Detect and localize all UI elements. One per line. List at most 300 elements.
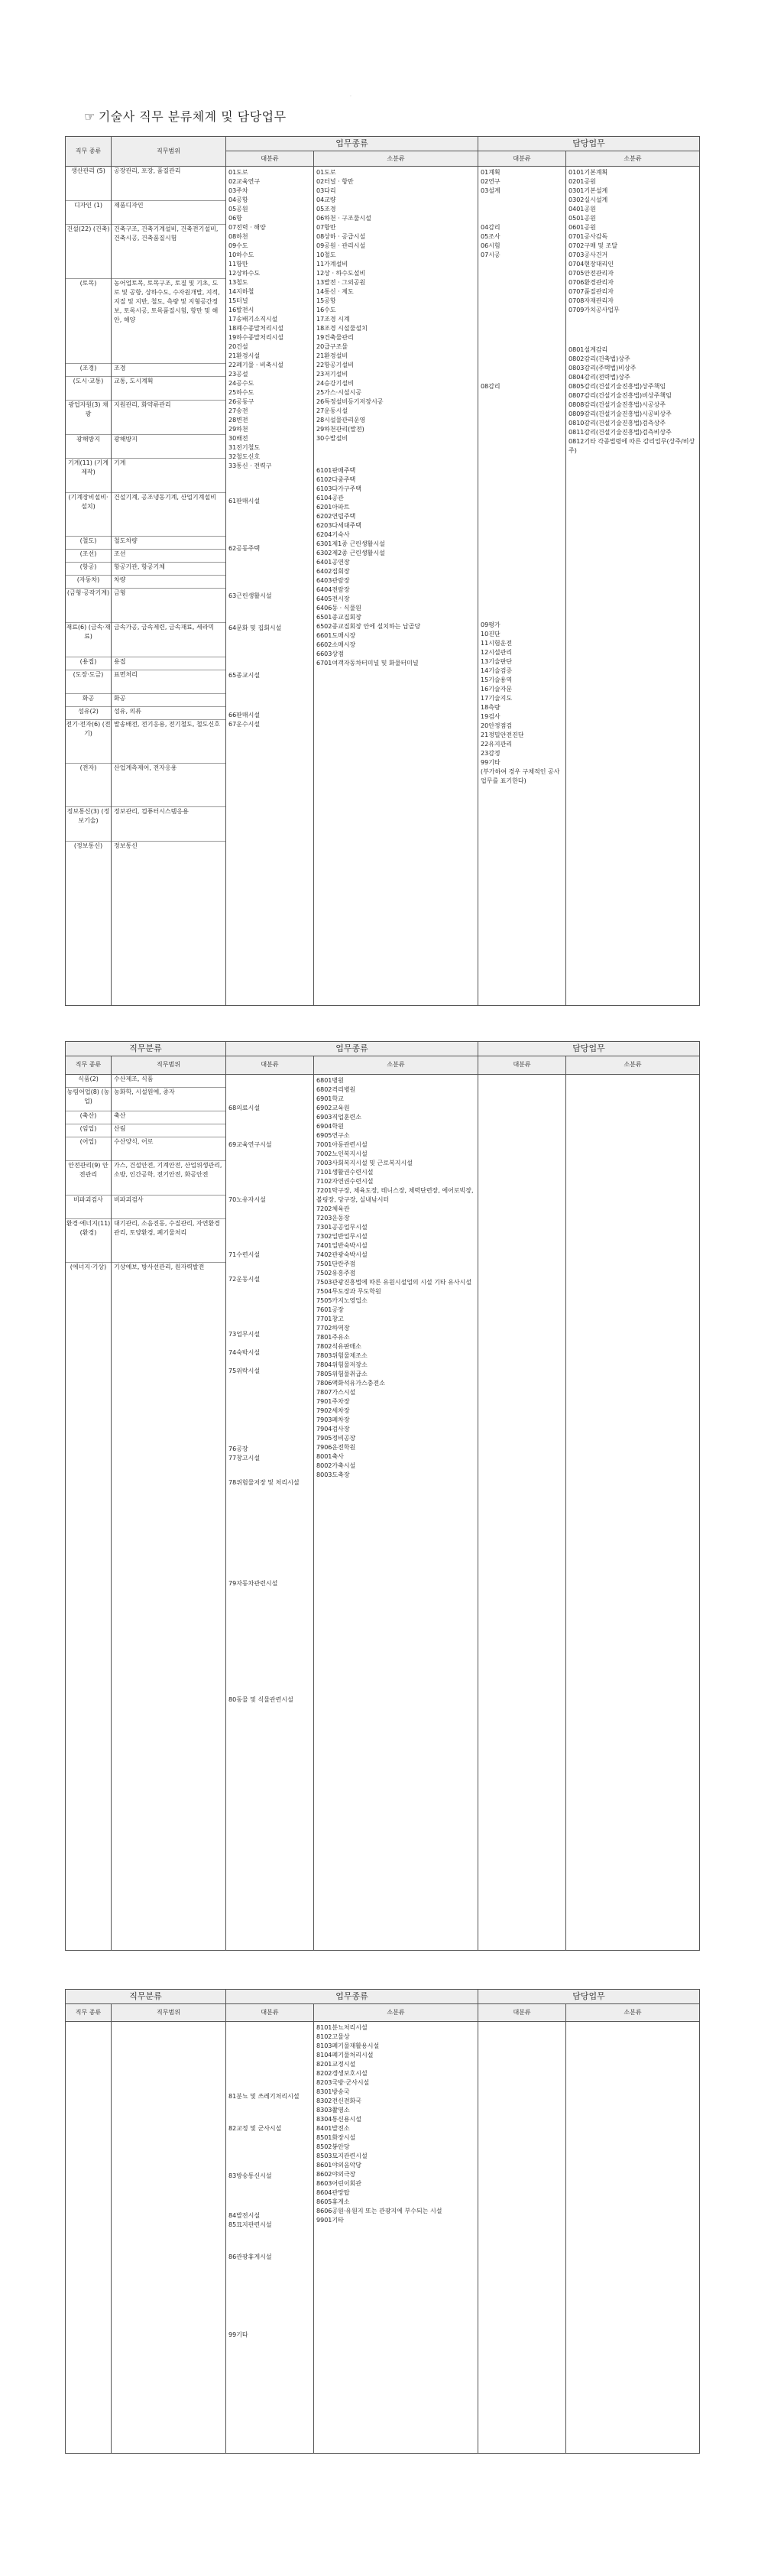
work-minor-item: 01도로 xyxy=(316,169,336,177)
duty-major-note: (부가하여 경우 구체적인 공사업무를 표기한다) xyxy=(481,768,560,785)
work-major-item: 31전기철도 xyxy=(228,444,261,452)
duty-minor-item: 0401공원 xyxy=(568,206,596,213)
work-minor-item: 6202연립주택 xyxy=(316,513,356,521)
duty-major-list xyxy=(478,167,566,1006)
work-major-item: 09수도 xyxy=(228,242,248,250)
work-minor-item: 8604관망탑 xyxy=(316,2188,350,2196)
work-minor-item: 8401발전소 xyxy=(316,2124,350,2132)
work-major-item: 20건설 xyxy=(228,343,248,351)
work-minor-item: 7502유흥주점 xyxy=(316,1269,356,1277)
header-work-minor: 소분류 xyxy=(314,2004,478,2022)
work-minor-item: 6401공연장 xyxy=(316,559,350,566)
field-scope: 기상예보, 방사선관리, 원자력발전 xyxy=(114,1263,205,1270)
header-job-field: 직무 종류 xyxy=(66,137,112,167)
work-minor-item: 8503묘지관련시설 xyxy=(316,2152,368,2159)
work-minor-item: 6102다중주택 xyxy=(316,476,356,484)
work-major-item: 85묘지관련시설 xyxy=(228,2221,272,2228)
work-minor-item: 8301방송국 xyxy=(316,2088,350,2095)
work-minor-item: 6602소매시장 xyxy=(316,641,356,649)
work-minor-item: 7906운전학원 xyxy=(316,1443,356,1451)
duty-major-item: 09평가 xyxy=(481,621,500,629)
work-minor-item: 8303촬영소 xyxy=(316,2106,350,2114)
field-scope-cell xyxy=(112,2021,226,2453)
field-name: 농림어업(8) (농업) xyxy=(66,1088,111,1111)
field-name: 기계(11) (기계제작) xyxy=(66,459,111,493)
work-minor-item: 8304통신용시설 xyxy=(316,2115,362,2123)
header-duty-minor: 소분류 xyxy=(566,151,700,167)
work-major-item: 77창고시설 xyxy=(228,1454,261,1462)
work-major-item: 13철도 xyxy=(228,279,248,287)
work-minor-item: 8102고물상 xyxy=(316,2033,350,2040)
header-job-scope: 직무범위 xyxy=(112,137,226,167)
field-scope: 금속가공, 금속제련, 금속재료, 세라믹 xyxy=(112,623,225,657)
work-minor-item: 8501화장시설 xyxy=(316,2133,356,2141)
work-minor-item: 7401일반숙박시설 xyxy=(316,1241,368,1249)
duty-minor-item: 0601공원 xyxy=(568,224,596,232)
field-name: 안전관리(9) 안전관리 xyxy=(66,1161,111,1196)
work-minor-item: 11가계설비 xyxy=(316,261,348,268)
field-scope: 조경 xyxy=(112,364,225,377)
duty-major-item: 22유지관리 xyxy=(481,741,513,748)
work-minor-item: 10철도 xyxy=(316,251,336,259)
work-minor-item: 7701창고 xyxy=(316,1315,344,1322)
duty-major-item: 01계획 xyxy=(481,169,500,177)
work-minor-item: 7702하역장 xyxy=(316,1324,350,1332)
work-minor-item: 09공원 · 관리시설 xyxy=(316,242,366,250)
duty-minor-item: 0808감리(건설기술진흥법)시공상주 xyxy=(568,401,666,409)
work-minor-item: 8302전신전화국 xyxy=(316,2097,362,2104)
work-major-item: 06항 xyxy=(228,215,242,222)
work-minor-item: 6302제2종 근린생활시설 xyxy=(316,550,385,557)
work-minor-item: 8203국방·군사시설 xyxy=(316,2078,370,2086)
header-work-major: 대분류 xyxy=(226,151,314,167)
field-scope: 금형 xyxy=(112,589,225,623)
duty-minor-list xyxy=(566,167,700,1006)
work-major-item: 30배전 xyxy=(228,435,248,443)
duty-minor-item: 0809감리(건설기술진흥법)시공비상주 xyxy=(568,410,672,418)
field-name: (축산) xyxy=(66,1111,111,1124)
duty-minor-item: 0302실시설계 xyxy=(568,196,608,204)
work-major-item: 08하천 xyxy=(228,233,248,241)
work-minor-item: 6103다가구주택 xyxy=(316,485,361,493)
duty-major-item: 13기술판단 xyxy=(481,658,513,666)
duty-major-item: 17기술지도 xyxy=(481,695,513,702)
work-major-list xyxy=(226,167,314,1006)
work-major-item: 24공수도 xyxy=(228,380,254,388)
duty-minor-item: 0708자재관리자 xyxy=(568,297,614,305)
work-minor-item: 6201아파트 xyxy=(316,504,350,511)
work-minor-item: 7806액화석유가스충전소 xyxy=(316,1379,385,1387)
work-major-item: 23공설 xyxy=(228,371,248,378)
work-minor-item: 8502봉안당 xyxy=(316,2143,350,2150)
work-major-item: 83방송통신시설 xyxy=(228,2172,272,2179)
work-major-item: 74숙박시설 xyxy=(228,1348,261,1356)
work-major-item: 62공동주택 xyxy=(228,545,261,553)
work-minor-item: 6203다세대주택 xyxy=(316,522,361,530)
work-minor-item: 8101분뇨처리시설 xyxy=(316,2023,368,2031)
work-minor-item: 19건축물관리 xyxy=(316,334,354,342)
work-minor-item: 9901기타 xyxy=(316,2216,344,2224)
work-major-item: 79자동차관련시설 xyxy=(228,1579,278,1587)
duty-major-item: 18측량 xyxy=(481,704,500,712)
field-name-cell xyxy=(66,2021,112,2453)
work-minor-item: 7402관광숙박시설 xyxy=(316,1251,368,1258)
work-minor-item: 28시설물관리운영 xyxy=(316,417,366,424)
work-minor-item: 6405전시장 xyxy=(316,595,350,603)
duty-major-item: 05조사 xyxy=(481,233,500,241)
work-major-list xyxy=(226,2021,314,2453)
work-minor-item: 20급구조물 xyxy=(316,343,348,351)
work-minor-item: 7901주차장 xyxy=(316,1397,350,1405)
work-major-item: 76공장 xyxy=(228,1445,248,1452)
field-scope: 발송배전, 전기응용, 전기철도, 철도신호 xyxy=(112,720,225,764)
work-minor-item: 6502종교집회장 안에 설치하는 납골당 xyxy=(316,623,421,631)
field-scope: 농어업토목, 토목구조, 토질 및 기초, 도로 및 공항, 상하수도, 수자원개발, 지적, 지질 및 지반, 철도, 측량 및 지형공간정보, 토목시공, 토목품질시험, 항만 및 해안, 해양 xyxy=(112,279,225,364)
header-work: 업무종류 xyxy=(226,137,478,151)
header-work-minor: 소분류 xyxy=(314,1056,478,1075)
classification-table-1 xyxy=(65,136,700,1006)
duty-major-item: 11시험운전 xyxy=(481,640,513,647)
duty-minor-item: 0805감리(건설기술진흥법)상주책임 xyxy=(568,383,666,391)
field-scope: 제품디자인 xyxy=(112,201,225,225)
field-scope: 산업계측제어, 전자응용 xyxy=(112,764,225,807)
work-major-item: 63근린생활시설 xyxy=(228,592,272,600)
work-minor-item: 6402집회장 xyxy=(316,568,350,576)
work-major-item: 14지하철 xyxy=(228,288,254,296)
work-minor-item: 13발전 · 그외공원 xyxy=(316,279,366,287)
header-work: 업무종류 xyxy=(226,1042,478,1056)
field-name: 광해방지 xyxy=(66,435,111,459)
work-minor-item: 02터널 · 항만 xyxy=(316,178,354,186)
work-minor-item: 26특정설비등기저장시공 xyxy=(316,398,384,406)
work-major-item: 69교육연구시설 xyxy=(228,1140,272,1148)
work-major-item: 72운동시설 xyxy=(228,1275,261,1283)
duty-minor-list xyxy=(566,2021,700,2453)
work-minor-item: 6301제1종 근린생활시설 xyxy=(316,540,385,548)
field-name: (임업) xyxy=(66,1124,111,1137)
work-major-item: 10하수도 xyxy=(228,251,254,259)
field-scope: 화공 xyxy=(112,694,225,707)
work-major-item: 65종교시설 xyxy=(228,672,261,680)
duty-major-list xyxy=(478,2021,566,2453)
work-major-item: 26공동구 xyxy=(228,398,254,406)
field-scope: 수산양식, 어로 xyxy=(112,1137,225,1161)
duty-minor-item: 0804감리(전력법)상주 xyxy=(568,374,630,381)
work-minor-item: 7903폐차장 xyxy=(316,1416,350,1423)
field-name: 섬유(2) xyxy=(66,707,111,720)
field-scope: 차량 xyxy=(112,576,225,589)
field-name: (도장·도금) xyxy=(66,670,111,694)
work-major-item: 86관광휴게시설 xyxy=(228,2253,272,2260)
duty-major-item: 16기술자문 xyxy=(481,686,513,693)
page-title xyxy=(84,107,287,125)
work-minor-item: 8103폐기물재활용시설 xyxy=(316,2042,380,2049)
work-minor-item: 8601야외음악당 xyxy=(316,2161,362,2169)
work-major-list xyxy=(226,1074,314,1950)
work-major-item: 33통신 · 전력구 xyxy=(228,462,272,470)
field-scope: 철도차량 xyxy=(112,537,225,550)
work-minor-item: 03다리 xyxy=(316,187,336,195)
work-minor-item: 7003사회복지시설 및 근로복지시설 xyxy=(316,1159,413,1166)
work-major-item: 04공항 xyxy=(228,196,248,204)
duty-minor-item: 0703공사건거 xyxy=(568,251,608,259)
work-minor-item: 25가스·시설시공 xyxy=(316,389,362,397)
work-minor-item: 7101생활권수련시설 xyxy=(316,1168,374,1176)
field-scope: 지원관리, 화약류관리 xyxy=(112,401,225,435)
field-name: (어업) xyxy=(66,1137,111,1161)
work-major-item: 71수련시설 xyxy=(228,1251,261,1258)
work-minor-item: 27운동시설 xyxy=(316,407,348,415)
work-major-item: 15터널 xyxy=(228,297,248,305)
work-minor-item: 23저기설비 xyxy=(316,371,348,378)
field-name: (조경) xyxy=(66,364,111,377)
field-name: 식품(2) xyxy=(66,1075,111,1088)
field-name: (전자) xyxy=(66,764,111,807)
duty-minor-item: 0702구매 및 조달 xyxy=(568,242,618,250)
field-scope: 축산 xyxy=(112,1111,225,1124)
field-scope: 기계 xyxy=(112,459,225,493)
duty-major-item: 99기타 xyxy=(481,759,500,767)
field-scope: 섬유, 의류 xyxy=(112,707,225,720)
duty-major-item: 14기술검증 xyxy=(481,667,513,675)
work-minor-item: 6905연구소 xyxy=(316,1131,350,1139)
duty-minor-item: 0701공사감독 xyxy=(568,233,608,241)
header-duty-minor: 소분류 xyxy=(566,1056,700,1075)
field-name: 재료(6) (금속·재료) xyxy=(66,623,111,657)
work-major-item: 29하천 xyxy=(228,426,248,433)
duty-major-item: 08감리 xyxy=(481,383,500,391)
work-minor-item: 24승강기설비 xyxy=(316,380,354,388)
work-minor-item: 21환경설비 xyxy=(316,352,348,360)
pointing-hand-icon: ☞ xyxy=(84,109,96,124)
work-major-item: 05공원 xyxy=(228,206,248,213)
work-major-item: 68의료시설 xyxy=(228,1104,261,1111)
duty-major-item: 04감리 xyxy=(481,224,500,232)
field-scope: 항공기관, 항공기체 xyxy=(112,563,225,576)
duty-major-item: 10진단 xyxy=(481,631,500,638)
work-minor-item: 7301공공업무시설 xyxy=(316,1223,368,1231)
work-minor-item: 6903직업훈련소 xyxy=(316,1113,362,1121)
work-minor-item: 6902교육원 xyxy=(316,1104,350,1111)
field-scope: 건설기계, 공조냉동기계, 산업기계설비 xyxy=(112,493,225,537)
duty-major-item: 15기술용역 xyxy=(481,676,513,684)
work-minor-item: 6801병원 xyxy=(316,1076,344,1084)
work-minor-item: 6403관람장 xyxy=(316,577,350,585)
duty-minor-item: 0705안전관리자 xyxy=(568,270,614,277)
work-minor-item: 29하천관리(발전) xyxy=(316,426,364,433)
work-major-item: 22폐기물 · 비축시설 xyxy=(228,362,283,369)
header-duty: 담당업무 xyxy=(478,1042,700,1056)
duty-minor-item: 0201공원 xyxy=(568,178,596,186)
work-major-item: 02교육연구 xyxy=(228,178,261,186)
header-job: 직무분류 xyxy=(66,1042,226,1056)
work-minor-item: 18조경 시설물설치 xyxy=(316,325,368,333)
field-scope: 공장관리, 포장, 품질관리 xyxy=(112,167,225,201)
header-duty-major: 대분류 xyxy=(478,1056,566,1075)
duty-minor-item: 0501공원 xyxy=(568,215,596,222)
work-major-item: 80동물 및 식물관련시설 xyxy=(228,1695,293,1703)
work-minor-item: 8605휴게소 xyxy=(316,2198,350,2205)
duty-minor-item: 0803감리(주택법)비상주 xyxy=(568,365,637,372)
field-scope: 정보관리, 컴퓨터시스템응용 xyxy=(112,807,225,842)
field-scope: 광해방지 xyxy=(112,435,225,459)
work-minor-item: 6904학원 xyxy=(316,1122,344,1130)
work-minor-item: 7001아동관련시설 xyxy=(316,1140,368,1148)
work-minor-item: 8606공원·유원지 또는 관광지에 부수되는 시설 xyxy=(316,2207,442,2214)
header-duty-major: 대분류 xyxy=(478,2004,566,2022)
page-dot: · xyxy=(350,94,351,99)
duty-minor-item: 0807감리(건설기술진흥법)비상주책임 xyxy=(568,392,672,400)
work-major-item: 28변전 xyxy=(228,417,248,424)
work-major-item: 01도로 xyxy=(228,169,248,177)
field-name: (에너지·기상) xyxy=(70,1263,107,1270)
duty-minor-list xyxy=(566,1074,700,1950)
field-scope: 교통, 도시계획 xyxy=(112,377,225,401)
field-name: (금형·공작기계) xyxy=(66,589,111,623)
field-name: 광업자원(3) 채광 xyxy=(66,401,111,435)
field-name: 정보통신(3) (정보기술) xyxy=(66,807,111,842)
header-work-major: 대분류 xyxy=(226,2004,314,2022)
work-minor-item: 7203운동장 xyxy=(316,1214,350,1221)
work-minor-item: 6501종교집회장 xyxy=(316,614,361,621)
work-minor-item: 7302일반업무시설 xyxy=(316,1232,368,1240)
work-major-item: 73업무시설 xyxy=(228,1330,261,1338)
field-scope: 비파괴검사 xyxy=(112,1196,225,1219)
work-major-item: 32철도신호 xyxy=(228,453,261,461)
field-name: (용접) xyxy=(66,657,111,670)
field-name: 건설(22) (건축) xyxy=(66,225,111,279)
field-scope: 산림 xyxy=(112,1124,225,1137)
work-minor-item: 6204기숙사 xyxy=(316,531,350,539)
classification-table-3 xyxy=(65,1989,700,2454)
work-major-item: 70노유자시설 xyxy=(228,1196,266,1203)
duty-major-list xyxy=(478,1074,566,1950)
work-major-item: 07전력 · 해양 xyxy=(228,224,266,232)
work-minor-item: 7102자연권수련시설 xyxy=(316,1177,374,1185)
duty-major-item: 07시공 xyxy=(481,251,500,259)
work-minor-item: 7503관광진흥법에 따른 유원시설업의 시설 기타 유사시설 xyxy=(316,1278,472,1286)
field-name: (자동차) xyxy=(66,576,111,589)
work-minor-item: 7801주유소 xyxy=(316,1333,350,1341)
work-minor-item: 6603상점 xyxy=(316,650,344,658)
field-scope: 정보통신 xyxy=(114,842,138,850)
work-minor-item: 7804위험물저장소 xyxy=(316,1361,368,1368)
work-minor-item: 6104공관 xyxy=(316,495,344,502)
duty-major-item: 02연구 xyxy=(481,178,500,186)
work-minor-item: 7202체육관 xyxy=(316,1205,350,1212)
duty-minor-item: 0811감리(건설기술진흥법)검측비상주 xyxy=(568,429,672,436)
field-scope: 수산제조, 식품 xyxy=(112,1075,225,1088)
header-job: 직무분류 xyxy=(66,1990,226,2004)
duty-major-item: 23감정 xyxy=(481,750,500,758)
duty-major-item: 19검사 xyxy=(481,713,500,721)
work-minor-item: 7002노인복지시설 xyxy=(316,1150,368,1157)
work-minor-item: 6404전람장 xyxy=(316,586,350,594)
field-name: 비파괴검사 xyxy=(66,1196,111,1219)
duty-minor-item: 0707품질관리자 xyxy=(568,288,614,296)
work-minor-item: 7902세차장 xyxy=(316,1406,350,1414)
work-minor-item: 14통신 · 제도 xyxy=(316,288,354,296)
header-job-scope: 직무범위 xyxy=(112,2004,226,2022)
header-duty: 담당업무 xyxy=(478,1990,700,2004)
work-minor-item: 04교량 xyxy=(316,196,336,204)
work-major-item: 75위락시설 xyxy=(228,1367,261,1374)
work-major-item: 64문화 및 집회시설 xyxy=(228,625,282,632)
header-job-field: 직무 종류 xyxy=(66,2004,112,2022)
work-minor-item: 8104폐기물처리시설 xyxy=(316,2051,374,2059)
duty-major-item: 21정밀안전진단 xyxy=(481,732,524,739)
duty-minor-item: 0802감리(건축법)상주 xyxy=(568,355,630,363)
work-major-item: 12상하수도 xyxy=(228,270,261,277)
work-minor-item: 6601도매시장 xyxy=(316,632,356,640)
work-minor-item: 7904검사장 xyxy=(316,1425,350,1432)
work-minor-item: 7201탁구장, 체육도장, 테니스장, 체력단련장, 에어로빅장, 볼링장, 당구장, 실내낚시터 xyxy=(316,1186,474,1203)
work-minor-item: 7501단란주점 xyxy=(316,1260,356,1267)
duty-major-item: 03설계 xyxy=(481,187,500,195)
work-major-item: 11항만 xyxy=(228,261,248,268)
field-scope: 건축구조, 건축기계설비, 건축전기설비, 건축시공, 건축품질시험 xyxy=(112,225,225,279)
work-major-item: 03주차 xyxy=(228,187,248,195)
header-job-scope: 직무범위 xyxy=(112,1056,226,1075)
work-minor-item: 7803위험물제조소 xyxy=(316,1351,368,1359)
header-work-major: 대분류 xyxy=(226,1056,314,1075)
header-duty: 담당업무 xyxy=(478,137,700,151)
work-major-item: 21환경시설 xyxy=(228,352,261,360)
work-minor-item: 7905정비공장 xyxy=(316,1434,356,1442)
work-minor-item: 15공항 xyxy=(316,297,336,305)
work-major-item: 18폐수종말처리시설 xyxy=(228,325,284,333)
header-duty-minor: 소분류 xyxy=(566,2004,700,2022)
work-minor-item: 08상하 · 공급시설 xyxy=(316,233,366,241)
field-name: (항공) xyxy=(66,563,111,576)
work-major-item: 27송전 xyxy=(228,407,248,415)
work-minor-item: 8602야외극장 xyxy=(316,2170,356,2178)
work-minor-list xyxy=(314,2021,478,2453)
work-minor-list xyxy=(314,167,478,1006)
header-work: 업무종류 xyxy=(226,1990,478,2004)
page-title-text: 기술사 직무 분류체계 및 담당업무 xyxy=(98,109,287,124)
duty-major-item: 20안정점검 xyxy=(481,722,513,730)
header-work-minor: 소분류 xyxy=(314,151,478,167)
work-minor-item: 8002가축시설 xyxy=(316,1462,356,1469)
field-scope: 용접 xyxy=(112,657,225,670)
field-name: (기계장비설비·설치) xyxy=(66,493,111,537)
duty-minor-item: 0301기본설계 xyxy=(568,187,608,195)
work-minor-item: 6802격리병원 xyxy=(316,1085,356,1093)
work-minor-item: 8202갱생보호시설 xyxy=(316,2069,368,2077)
work-major-item: 81분뇨 및 쓰레기처리시설 xyxy=(228,2092,300,2100)
work-minor-item: 7807가스시설 xyxy=(316,1388,356,1396)
work-minor-item: 6101판매주택 xyxy=(316,467,356,475)
work-minor-item: 8603어린이회관 xyxy=(316,2179,362,2187)
work-major-item: 16발전시 xyxy=(228,307,254,314)
duty-minor-item: 0101기본계획 xyxy=(568,169,608,177)
work-major-item: 61판매시설 xyxy=(228,498,261,505)
work-minor-item: 8001축사 xyxy=(316,1452,344,1460)
work-minor-item: 05조경 xyxy=(316,206,336,213)
work-minor-item: 07항만 xyxy=(316,224,336,232)
duty-minor-item: 0706환경관리자 xyxy=(568,279,614,287)
field-scope: 가스, 건설안전, 기계안전, 산업위생관리, 소방, 인간공학, 전기안전, 화공안전 xyxy=(112,1161,225,1196)
work-minor-item: 17조경 시계 xyxy=(316,316,350,323)
work-major-item: 78위험물저장 및 처리시설 xyxy=(228,1478,300,1486)
work-minor-item: 7601공장 xyxy=(316,1306,344,1313)
field-scope: 농화학, 시설원예, 종자 xyxy=(112,1088,225,1111)
duty-major-item: 06시험 xyxy=(481,242,500,250)
field-name: (철도) xyxy=(66,537,111,550)
work-minor-item: 16수도 xyxy=(316,307,336,314)
duty-minor-item: 0812기타 각종법령에 따른 감리업무(상주/비상주) xyxy=(568,438,695,455)
